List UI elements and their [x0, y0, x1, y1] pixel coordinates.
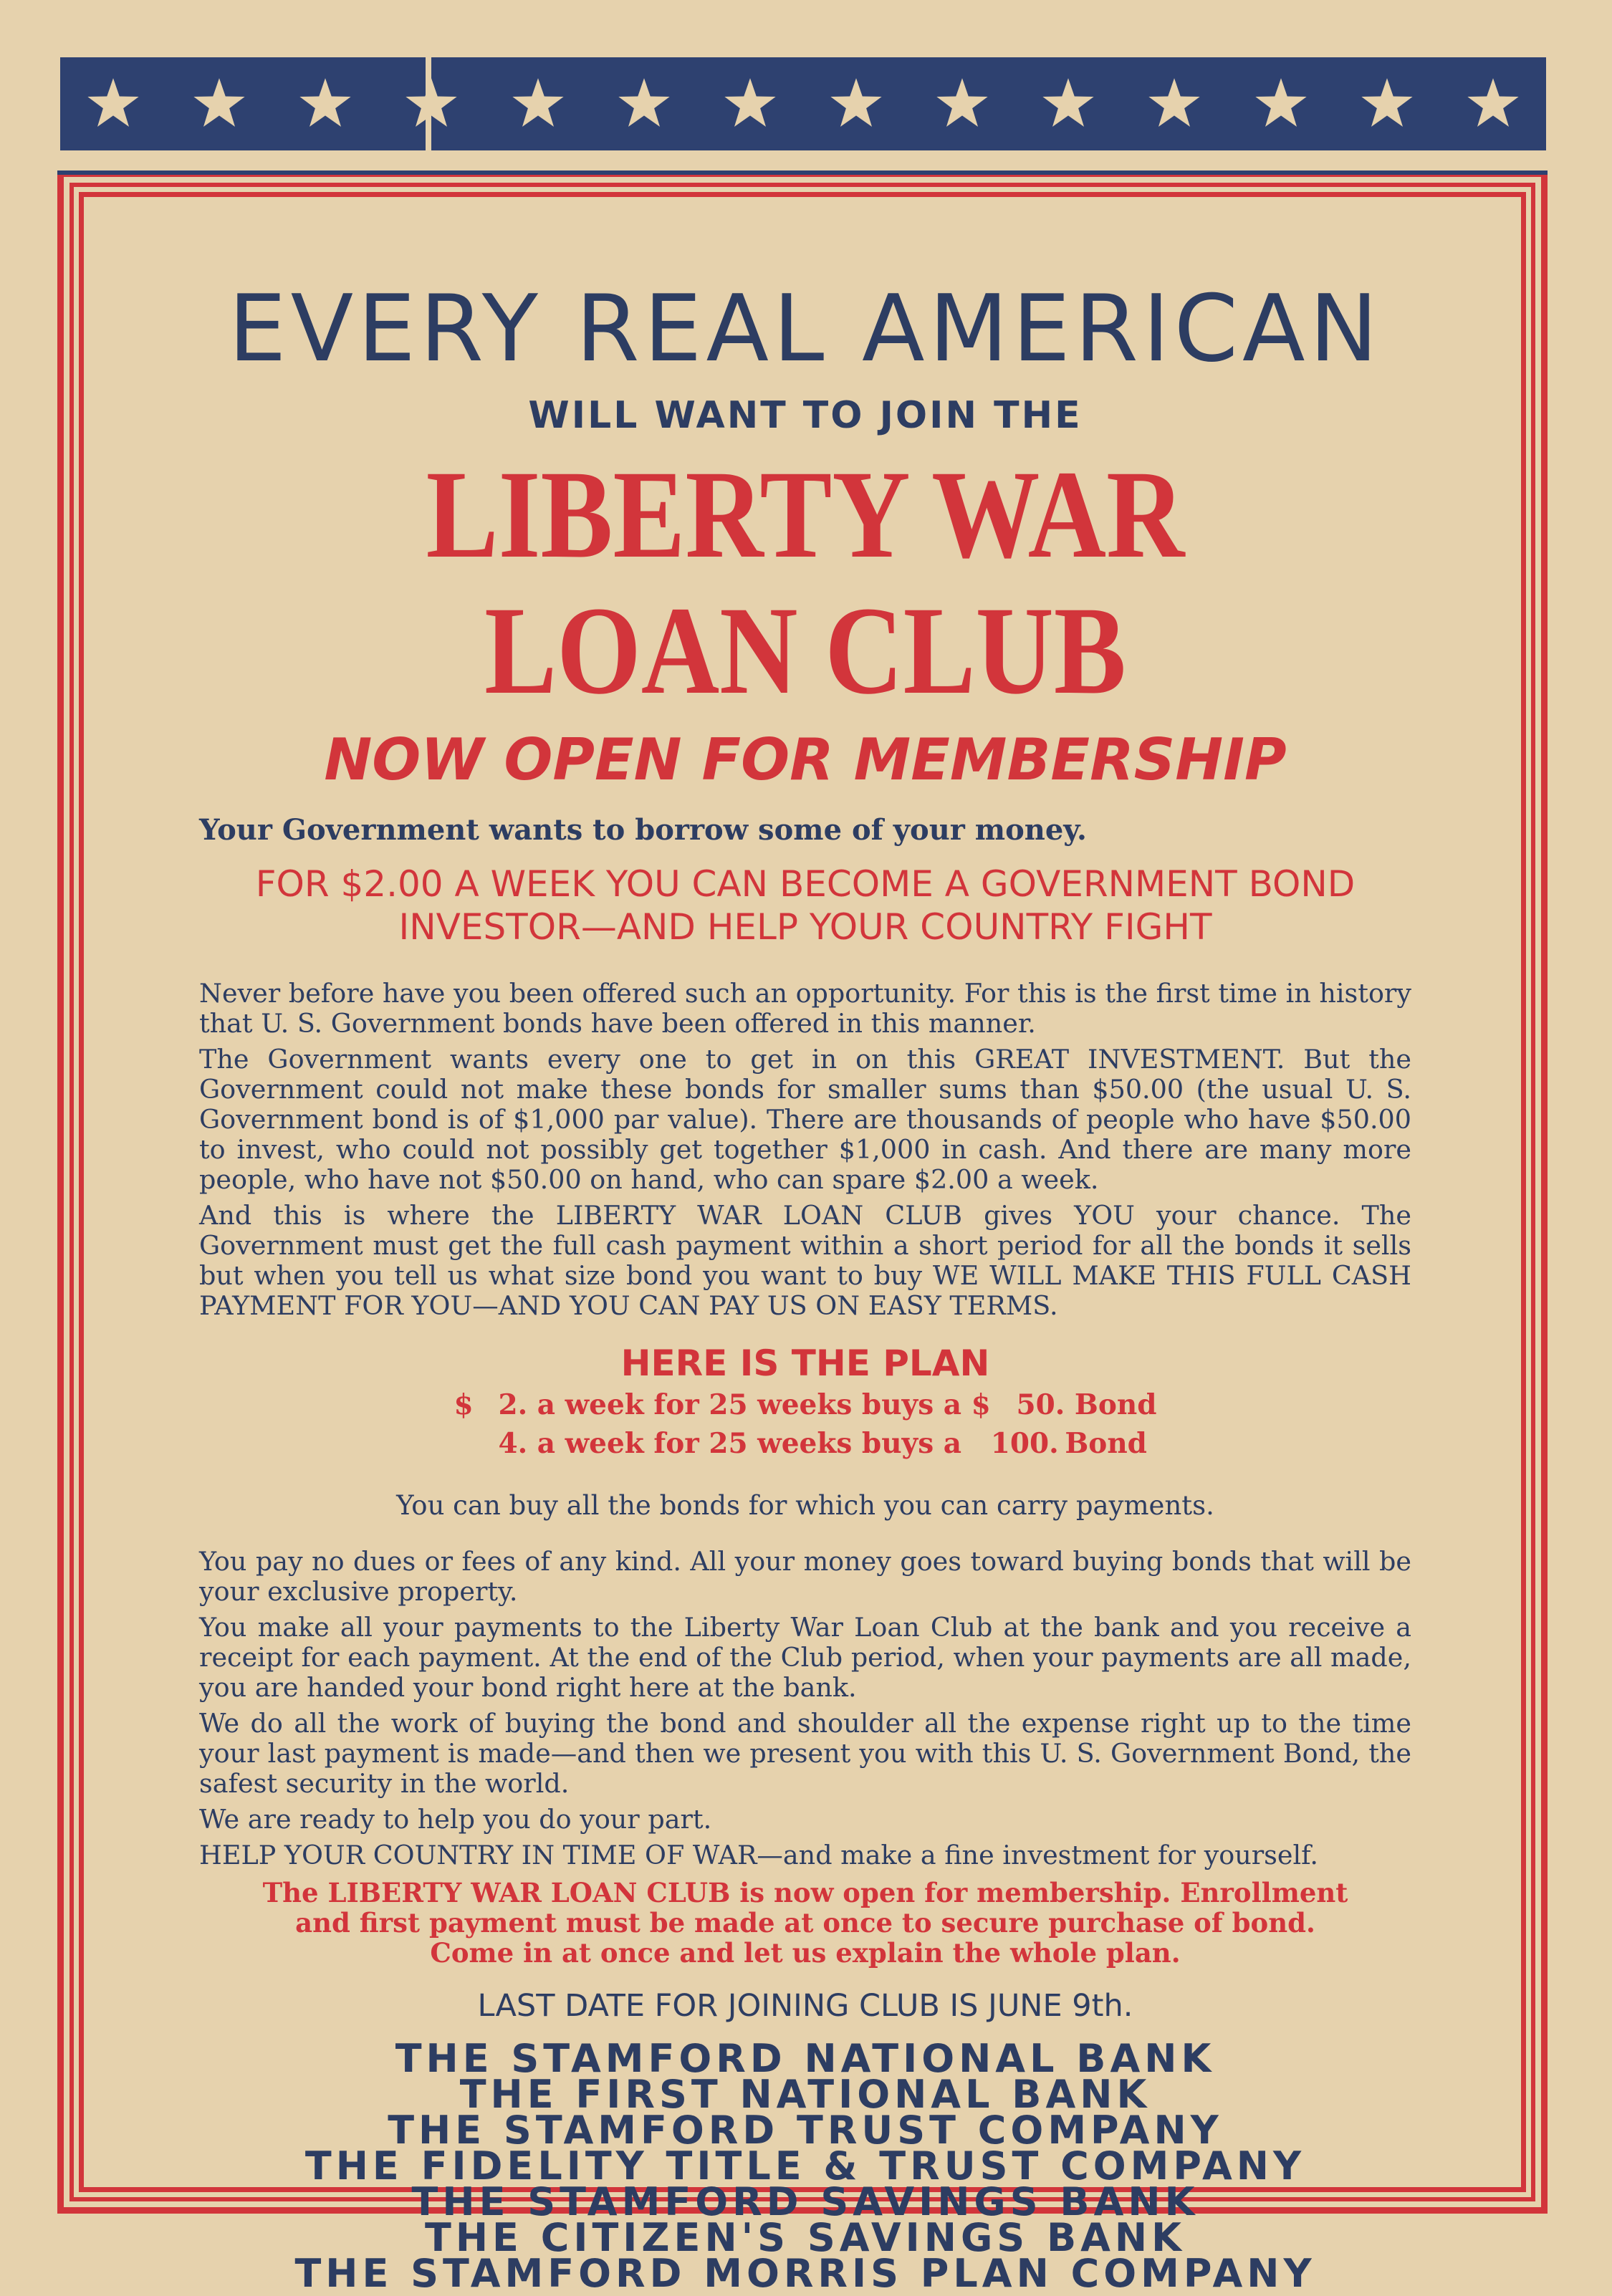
headline: EVERY REAL AMERICAN [228, 276, 1383, 383]
star-icon [510, 76, 566, 132]
plan-bond-value: 100. [990, 1427, 1059, 1460]
star-icon [1253, 76, 1309, 132]
enrollment-line-1: The LIBERTY WAR LOAN CLUB is now open for membership. Enrollment [262, 1877, 1348, 1908]
star-icon [828, 76, 884, 132]
star-icon [722, 76, 778, 132]
enrollment-notice [199, 1878, 1411, 1968]
paragraph-ready: We are ready to help you do your part. [199, 1804, 712, 1835]
star-icon [934, 76, 990, 132]
bank-name: THE STAMFORD SAVINGS BANK [411, 2179, 1199, 2224]
paragraph-help-country: HELP YOUR COUNTRY IN TIME OF WAR—and make a fine investment for yourself. [199, 1840, 1318, 1870]
star-icon [1359, 76, 1415, 132]
star-icon [297, 76, 353, 132]
star-icon [191, 76, 247, 132]
star-banner [60, 57, 1546, 150]
subhead: WILL WANT TO JOIN THE [528, 394, 1083, 437]
plan-row [199, 1426, 1411, 1461]
bank-name: THE STAMFORD TRUST COMPANY [388, 2108, 1223, 2153]
plan-title: HERE IS THE PLAN [620, 1342, 990, 1384]
plan-text: a week for 25 weeks buys a [527, 1388, 971, 1421]
paragraph-bank-work: We do all the work of buying the bond and shoulder all the expense right up to the time your last payment is made—and then we present you with this U. S. Government Bond, the safest security in the world. [199, 1708, 1411, 1799]
bank-name: THE STAMFORD NATIONAL BANK [395, 2036, 1216, 2081]
membership-line: NOW OPEN FOR MEMBERSHIP [324, 726, 1287, 793]
star-icon [1040, 76, 1096, 132]
plan-text: a week for 25 weeks buys a [527, 1427, 971, 1460]
offer-line-1: FOR $2.00 A WEEK YOU CAN BECOME A GOVERNMENT BOND [255, 863, 1356, 905]
offer-line-2: INVESTOR—AND HELP YOUR COUNTRY FIGHT [398, 906, 1212, 948]
carry-payments-line: You can buy all the bonds for which you can carry payments. [396, 1490, 1214, 1521]
plan-suffix: Bond [1055, 1427, 1147, 1460]
bank-name: THE FIDELITY TITLE & TRUST COMPANY [304, 2143, 1306, 2189]
club-title: LIBERTY WAR LOAN CLUB [426, 445, 1185, 721]
paragraph-investment: The Government wants every one to get in on this GREAT INVESTMENT. But the Government could not make these bonds for smaller sums than $50.00 (the usual U. S. Government bond is of $1,000 par value). There are thousands of people who have $50.00 to invest, who could not possibly get together $1,000 in cash. And there are many more people, who have not $50.00 on hand, who can spare $2.00 a week. [199, 1044, 1411, 1195]
enrollment-line-3: Come in at once and let us explain the whole plan. [430, 1937, 1181, 1969]
star-icon [1465, 76, 1521, 132]
poster-content [199, 276, 1411, 2296]
star-icon [1146, 76, 1202, 132]
star-icon [616, 76, 672, 132]
bank-name: THE FIRST NATIONAL BANK [459, 2072, 1151, 2117]
plan-table [199, 1387, 1411, 1461]
border-top-rule [57, 170, 1548, 175]
bank-list [199, 2036, 1411, 2296]
bank-name: THE CITIZEN'S SAVINGS BANK [425, 2215, 1186, 2260]
plan-bond-value: 50. [1016, 1388, 1065, 1421]
banner-divider [426, 57, 431, 150]
paragraph-opportunity: Never before have you been offered such an opportunity. For this is the first time in history that U. S. Government bonds have been offered in this manner. [199, 978, 1411, 1039]
plan-suffix: Bond [1065, 1388, 1157, 1421]
plan-currency: $ [454, 1388, 484, 1421]
plan-row [199, 1387, 1411, 1423]
star-icon [85, 76, 141, 132]
plan-currency [464, 1426, 483, 1461]
last-date-line: LAST DATE FOR JOINING CLUB IS JUNE 9th. [477, 1988, 1133, 2024]
government-line: Your Government wants to borrow some of your money. [199, 813, 1087, 847]
bank-name: THE STAMFORD MORRIS PLAN COMPANY [294, 2251, 1316, 2296]
plan-bond-currency: $ [971, 1388, 1001, 1421]
plan-amount: 4. [498, 1427, 528, 1460]
enrollment-line-2: and first payment must be made at once to secure purchase of bond. [295, 1907, 1315, 1939]
star-icon [403, 76, 459, 132]
paragraph-club-chance: And this is where the LIBERTY WAR LOAN CLUB gives YOU your chance. The Government must get the full cash payment within a short period for all the bonds it sells but when you tell us what size bond you want to buy WE WILL MAKE THIS FULL CASH PAYMENT FOR YOU—AND YOU CAN PAY US ON EASY TERMS. [199, 1200, 1411, 1321]
paragraph-no-dues: You pay no dues or fees of any kind. All your money goes toward buying bonds that will be your exclusive property. [199, 1546, 1411, 1607]
offer-heading [199, 863, 1411, 948]
plan-bond-currency [971, 1426, 991, 1461]
paragraph-payments: You make all your payments to the Liberty War Loan Club at the bank and you receive a receipt for each payment. At the end of the Club period, when your payments are all made, you are handed your bond right here at the bank. [199, 1612, 1411, 1703]
plan-amount: 2. [498, 1388, 528, 1421]
